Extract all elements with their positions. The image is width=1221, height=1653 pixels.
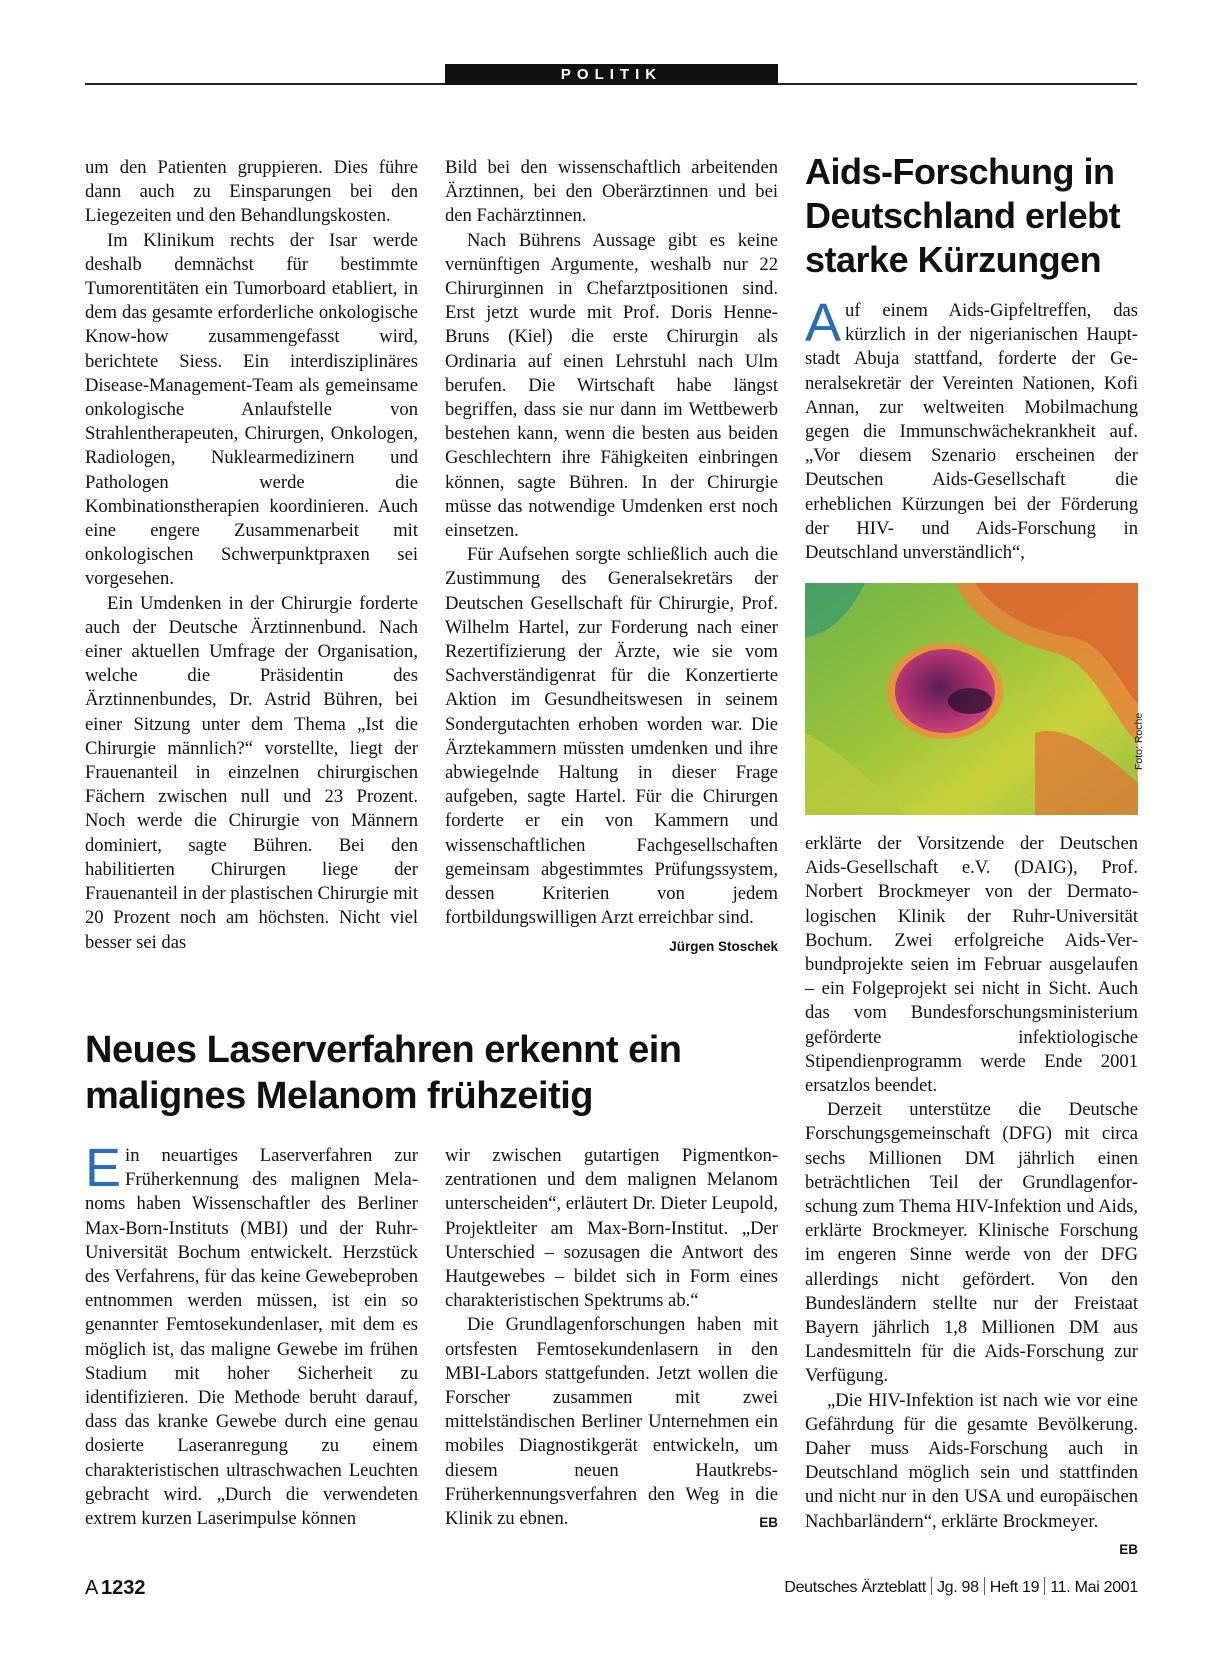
footer-separator [984,1577,985,1595]
article1-paragraph: Im Klinikum rechts der Isar werde deshalb demnächst für bestimmte Tumorentitäten ein Tumorboard etabliert, in dem das gesamte erforderliche onkologische Know-how zusammengefasst wird, berichtete Siess. Ein interdisziplinäres Disease-Management-Team als gemeinsame onkologische Anlaufstelle von Strahlentherapeuten, Chirurgen, Onkologen, Radiologen, Nuklearmedizinern und Pathologen werde die Kombinationstherapien koordinieren. Auch eine engere Zusammenarbeit mit onkologischen Schwerpunktpraxen sei vorgesehen. [85,229,418,590]
article1-author: Jürgen Stoschek [669,938,778,954]
photo-credit: Foto: Roche [1133,712,1145,770]
article3-paragraph: erklärte der Vorsitzende der Deutschen Aids-Gesellschaft e.V. (DAIG), Prof. Norbert Brockmeyer von der Dermatologischen Klinik der Ruhr-Universität Bochum. Zwei erfolgreiche Aids-Verbundprojekte seien im Februar ausgelaufen – ein Folgeprojekt sei nicht in Sicht. Auch das vom Bundesforschungsministerium geförderte infektiologische Stipendienprogramm werde Ende 2001 ersatzlos beendet. [805,833,1138,1097]
footer-separator [1044,1577,1045,1595]
article3-paragraph: Derzeit unterstütze die Deutsche Forschungsgemeinschaft (DFG) mit circa sechs Millionen DM jährlich einen beträchtlichen Teil der Grundlagenforschung zum Thema HIV-Infektion und Aids, erklärte Brockmeyer. Klinische Forschung im engeren Sinne werde von der DFG allerdings nicht gefördert. Von den Bundesländern stellte nur der Freistaat Bayern jährlich 1,8 Millionen DM aus Landesmitteln für die Aids-Forschung zur Verfügung. [805,1099,1138,1387]
article3-paragraph-text: „Die HIV-Infektion ist nach wie vor eine Gefährdung für die gesamte Bevölkerung. Daher muss Aids-Forschung auch in Deutschland möglich sein und stattfinden und nicht nur in den USA und europäischen Nachbarländern“, erklärte Brockmeyer. [805,1389,1138,1532]
article2-column-1 [85,1138,418,1531]
publication-name: Deutsches Ärzteblatt [784,1579,926,1596]
article3-column-continued [805,832,1138,1562]
article2-paragraph-text: Die Grundlagenforschungen haben mit ortsfesten Femtosekundenlasern in den MBI-Labors stattgefunden. Jetzt wollen die Forscher zusammen mit zwei mittelständischen Berliner Unternehmen ein mobiles Diagnostikgerät entwickeln, um diesem neuen Hautkrebs-Früherkennungsverfahren den Weg in die Klinik zu ebnen. [445,1314,778,1530]
publication-info [784,1577,1138,1597]
article1-column-1 [85,156,418,955]
section-label: POLITIK [445,64,778,85]
article2-headline: Neues Laserverfahren erkennt ein malignes Melanom frühzeitig [85,1029,682,1117]
micrograph-image [805,583,1138,815]
article2-dropcap: E [85,1138,122,1198]
article2-lead-paragraph [85,1138,418,1531]
article1-paragraph: um den Patienten gruppieren. Dies führe dann auch zu Einsparungen bei den Liegezeiten und den Behandlungskosten. [85,157,418,227]
article2-paragraph-last [445,1313,778,1531]
article3-intro [805,293,1138,565]
article1-paragraph: Bild bei den wissenschaftlich arbeitenden Ärztinnen, bei den Oberärztinnen und bei den Fachärztinnen. [445,157,778,227]
publication-volume: Jg. 98 [936,1579,979,1596]
article2-column-2 [445,1144,778,1535]
article3-lead-text: uf einem Aids-Gipfeltreffen, das kürzlich in der nigerianischen Hauptstadt Abuja stattfand, forderte der Generalsekretär der Vereinten Nationen, Kofi Annan, zur weltweiten Mobilmachung gegen die Immunschwächekrankheit auf. „Vor diesem Szenario erscheinen der Deutschen Aids-Gesellschaft die erheblichen Kürzungen bei der Förderung der HIV- und Aids-Forschung in Deutschland unverständlich“, [805,300,1138,564]
article3-paragraph-last [805,1389,1138,1557]
article3-headline: Aids-Forschung in Deutschland erlebt starke Kürzungen [805,151,1121,280]
article2-lead-text: in neuartiges Laserverfahren zur Früherkennung des malignen Melanoms haben Wissenschaftler des Berliner Max-Born-Instituts (MBI) und der Ruhr-Universität Bochum entwickelt. Herzstück des Verfahrens, für das keine Gewebeproben entnommen werden müssen, ist ein so genannter Femtosekundenlaser, mit dem es möglich ist, das maligne Gewebe im frühen Stadium mit hoher Sicherheit zu identifizieren. Die Methode beruht darauf, dass das kranke Gewebe durch eine genau dosierte Laseranregung zu einem charakteristischen ultraschwachen Leuchten gebracht wird. „Durch die verwendeten extrem kurzen Laserimpulse können [85,1145,418,1530]
publication-date: 11. Mai 2001 [1050,1579,1138,1596]
article1-column-2 [445,156,778,959]
article1-paragraph-text: Für Aufsehen sorgte schließlich auch die Zustimmung des Generalsekretärs der Deutschen Gesellschaft für Chirurgie, Prof. Wilhelm Hartel, zur Forderung nach einer Rezertifizierung der Ärzte, wie sie vom Sachverständigenrat für die Konzertierte Aktion im Gesundheitswesen in seinem Sondergutachten erhoben worden war. Die Ärztekammern müssten umdenken und ihre abwiegelnde Haltung in dieser Frage aufgeben, sagte Hartel. Für die Chirurgen forderte er ein von Kammern und wissenschaftlichen Fachgesellschaften gemeinsam abgestimmtes Prüfungssystem, dessen Kriterien von jedem fortbildungswilligen Arzt erreichbar sind. [445,544,778,929]
article1-paragraph: Nach Bührens Aussage gibt es keine vernünftigen Argumente, weshalb nur 22 Chirurginnen in Chefarztpositionen sind. Erst jetzt wurde mit Prof. Doris Henne-Bruns (Kiel) die erste Chirurgin als Ordinaria auf einen Lehrstuhl nach Ulm berufen. Die Wirtschaft habe längst begriffen, dass sie nur dann im Wettbewerb bestehen kann, wenn die besten aus beiden Geschlechtern ihre Fähigkeiten einbringen können, sagte Bühren. In der Chirurgie müsse das notwendige Umdenken erst noch einsetzen. [445,229,778,542]
publication-issue: Heft 19 [989,1579,1040,1596]
article1-paragraph-last [445,543,778,954]
article2-paragraph: wir zwischen gutartigen Pigmentkonzentrationen und dem malignen Melanom unterscheiden“, erläutert Dr. Dieter Leupold, Projektleiter am Max-Born-Institut. „Der Unterschied – sozusagen die Antwort des Hautgewebes – bildet sich in Form eines charakteristischen Spektrums ab.“ [445,1145,778,1312]
footer-separator [931,1577,932,1595]
article-photo [805,583,1138,815]
article1-paragraph: Ein Umdenken in der Chirurgie forderte auch der Deutsche Ärztinnenbund. Nach einer aktuellen Umfrage der Organisation, welche die Präsidentin des Ärztinnenbundes, Dr. Astrid Bühren, bei einer Sitzung unter dem Thema „Ist die Chirurgie männlich?“ vorstellte, liegt der Frauenanteil in einzelnen chirurgischen Fächern zwischen null und 23 Prozent. Noch werde die Chirurgie von Männern dominiert, sagte Bühren. Bei den habilitierten Chirurgen liege der Frauenanteil in der plastischen Chirurgie mit 20 Prozent noch am höchsten. Nicht viel besser sei das [85,592,418,953]
article3-lead-paragraph [805,293,1138,565]
article2-author: EB [759,1515,778,1531]
article3-dropcap: A [805,293,842,353]
page-prefix: A [85,1577,99,1599]
article3-author: EB [1119,1541,1138,1557]
page-number: 1232 [101,1577,146,1599]
